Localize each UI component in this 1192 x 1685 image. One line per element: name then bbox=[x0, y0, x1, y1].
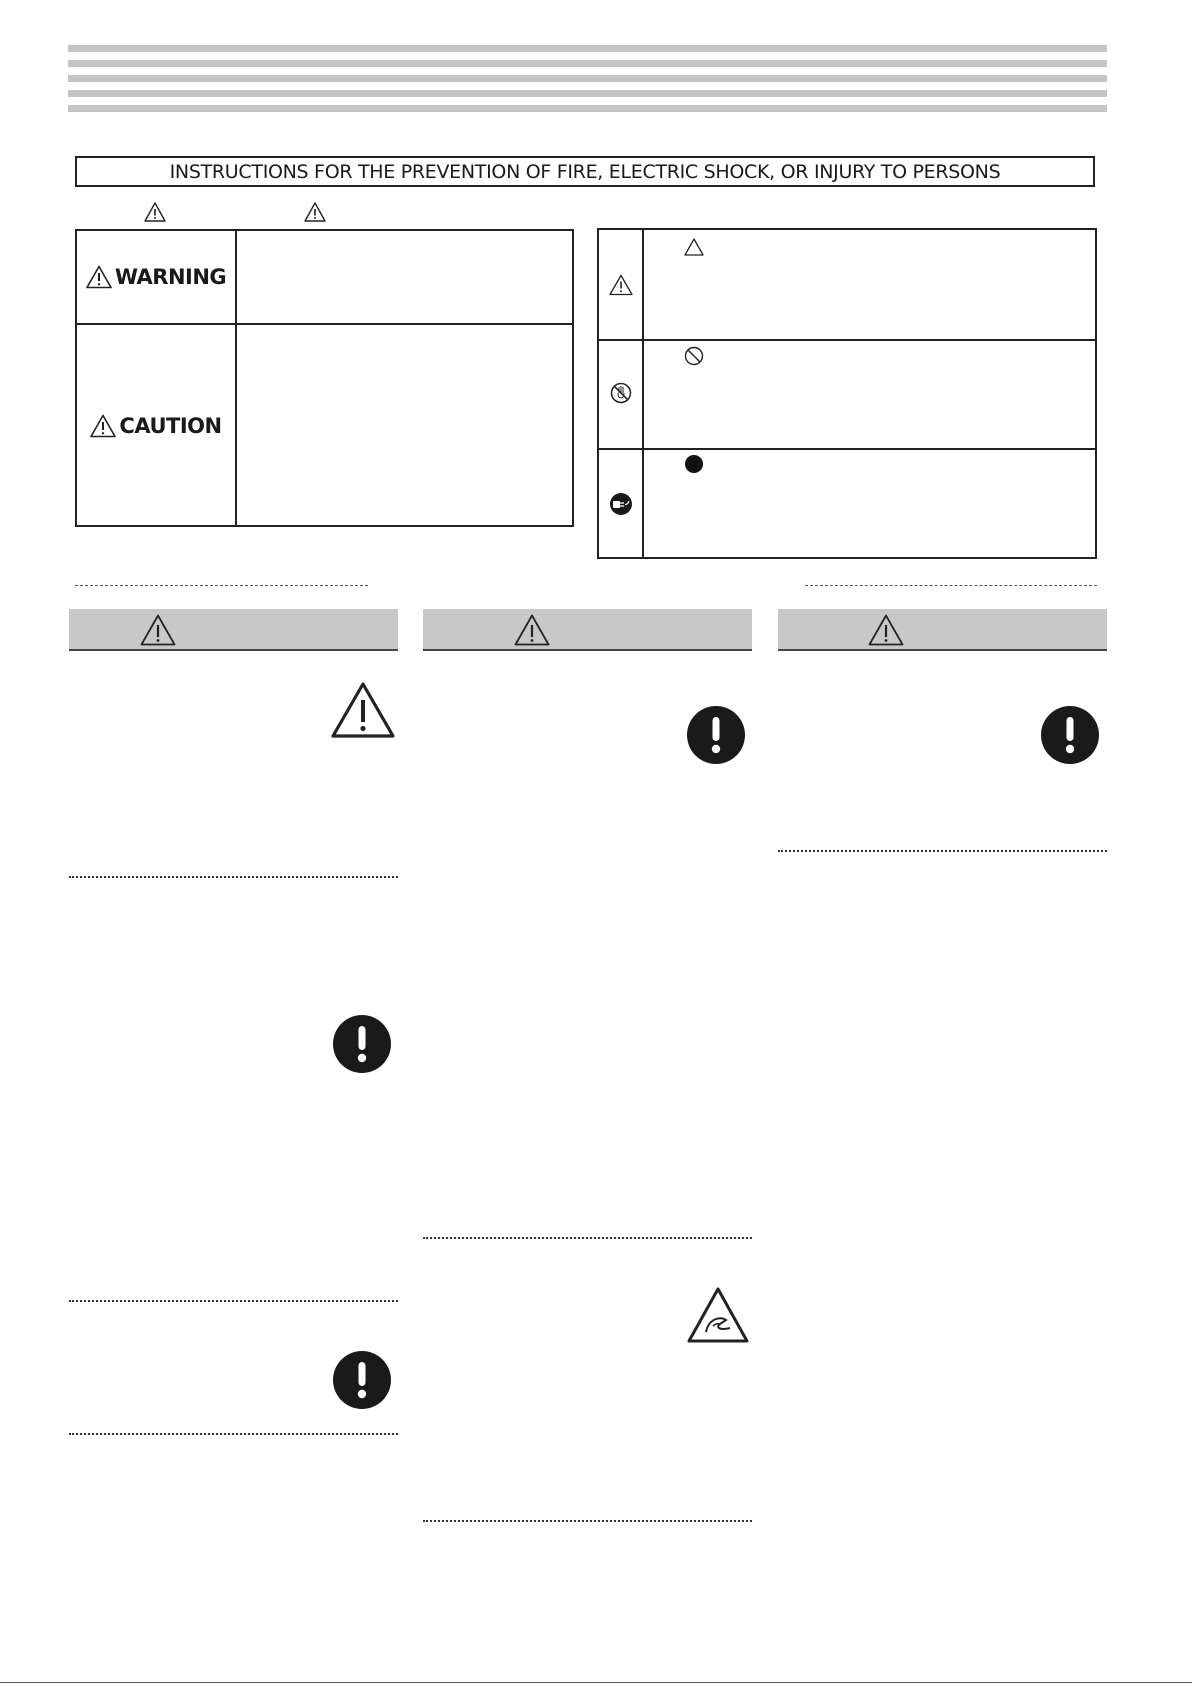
page-bottom-rule bbox=[0, 1682, 1192, 1683]
warning-triangle-icon bbox=[514, 614, 550, 646]
header-stripe-2 bbox=[68, 60, 1107, 67]
prohibition-circle-icon bbox=[684, 346, 704, 366]
warning-triangle-icon bbox=[140, 614, 176, 646]
caution-text: CAUTION bbox=[119, 414, 222, 438]
item-divider bbox=[778, 850, 1107, 852]
warning-text: WARNING bbox=[114, 265, 227, 289]
mandatory-action-icon bbox=[686, 705, 746, 765]
mandatory-action-icon bbox=[332, 1350, 392, 1410]
table-divider bbox=[599, 339, 1095, 341]
symbol-legend-table bbox=[597, 228, 1097, 559]
item-divider bbox=[423, 1520, 752, 1522]
column-header bbox=[69, 609, 398, 651]
warning-triangle-icon bbox=[90, 414, 116, 438]
caution-level-label bbox=[85, 325, 227, 527]
header-stripe-3 bbox=[68, 75, 1107, 82]
pinch-hazard-icon bbox=[686, 1286, 750, 1344]
warning-triangle-icon bbox=[609, 274, 633, 296]
mandatory-action-icon bbox=[1040, 705, 1100, 765]
table-divider bbox=[599, 448, 1095, 450]
section-divider bbox=[75, 585, 368, 586]
warning-triangle-icon bbox=[144, 202, 166, 222]
warning-triangle-icon bbox=[86, 265, 112, 289]
item-divider bbox=[69, 1300, 398, 1302]
warning-level-label bbox=[85, 231, 227, 323]
mandatory-action-icon bbox=[332, 1014, 392, 1074]
item-divider bbox=[69, 1433, 398, 1435]
hazard-level-table bbox=[75, 229, 574, 527]
outline-triangle-icon bbox=[684, 238, 704, 256]
caution-triangle-icon bbox=[330, 681, 396, 739]
header-stripe-5 bbox=[68, 105, 1107, 112]
item-divider bbox=[423, 1237, 752, 1239]
table-divider bbox=[642, 230, 644, 557]
column-header bbox=[778, 609, 1107, 651]
page-title: INSTRUCTIONS FOR THE PREVENTION OF FIRE, ELECTRIC SHOCK, OR INJURY TO PERSONS bbox=[75, 156, 1095, 187]
item-divider bbox=[69, 876, 398, 878]
warning-triangle-icon bbox=[304, 202, 326, 222]
header-stripe-4 bbox=[68, 90, 1107, 97]
do-not-disassemble-icon bbox=[610, 382, 632, 404]
table-divider bbox=[235, 231, 237, 525]
filled-circle-icon bbox=[684, 454, 704, 474]
column-header bbox=[423, 609, 752, 651]
unplug-icon bbox=[609, 492, 633, 516]
warning-triangle-icon bbox=[868, 614, 904, 646]
header-stripe-1 bbox=[68, 45, 1107, 52]
section-divider bbox=[805, 585, 1097, 586]
